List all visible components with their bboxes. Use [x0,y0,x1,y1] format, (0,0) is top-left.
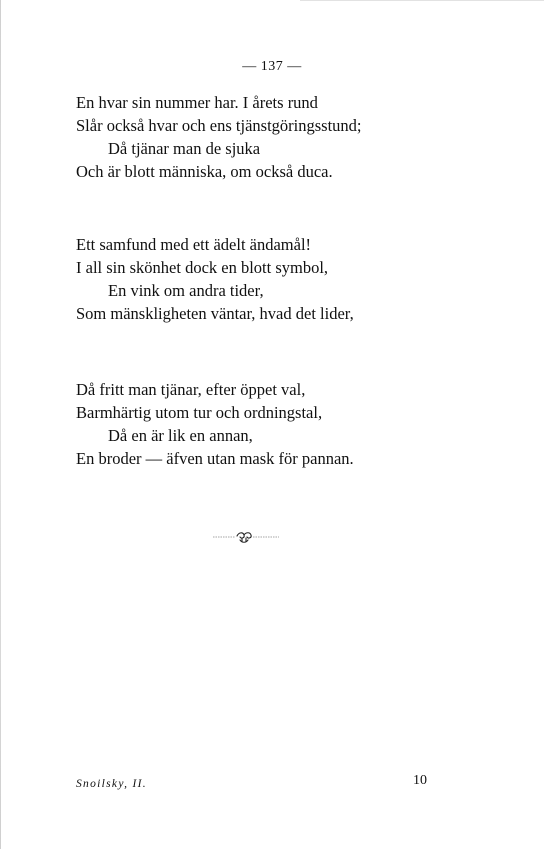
poem-line: Då fritt man tjänar, efter öppet val, [76,380,306,399]
poem-line: Barmhärtig utom tur och ordningstal, [76,403,323,422]
poem-line: Och är blott människa, om också duca. [76,162,333,181]
poem-line-indented: Då en är lik en annan, [108,426,253,445]
signature-mark: Snoilsky, II. [76,778,147,790]
stanza-3 [76,378,496,470]
poem-line: Slår också hvar och ens tjänstgöringsstund; [76,116,362,135]
page-number: — 137 — [242,59,302,74]
page-edge-top [300,0,544,1]
poem-line-indented: Då tjänar man de sjuka [108,139,261,158]
poem-line: Som mänskligheten väntar, hvad det lider, [76,304,354,323]
poem-line: Ett samfund med ett ädelt ändamål! [76,235,312,254]
poem-line-indented: En vink om andra tider, [108,281,264,300]
poem-line: En hvar sin nummer har. I årets rund [76,93,318,112]
poem-line: En broder — äfven utan mask för pannan. [76,449,354,468]
fleuron-ornament-icon [213,530,283,544]
stanza-2 [76,233,496,325]
sheet-number: 10 [413,773,427,788]
stanza-1 [76,91,496,183]
page-edge-left [0,0,1,849]
poem-line: I all sin skönhet dock en blott symbol, [76,258,329,277]
